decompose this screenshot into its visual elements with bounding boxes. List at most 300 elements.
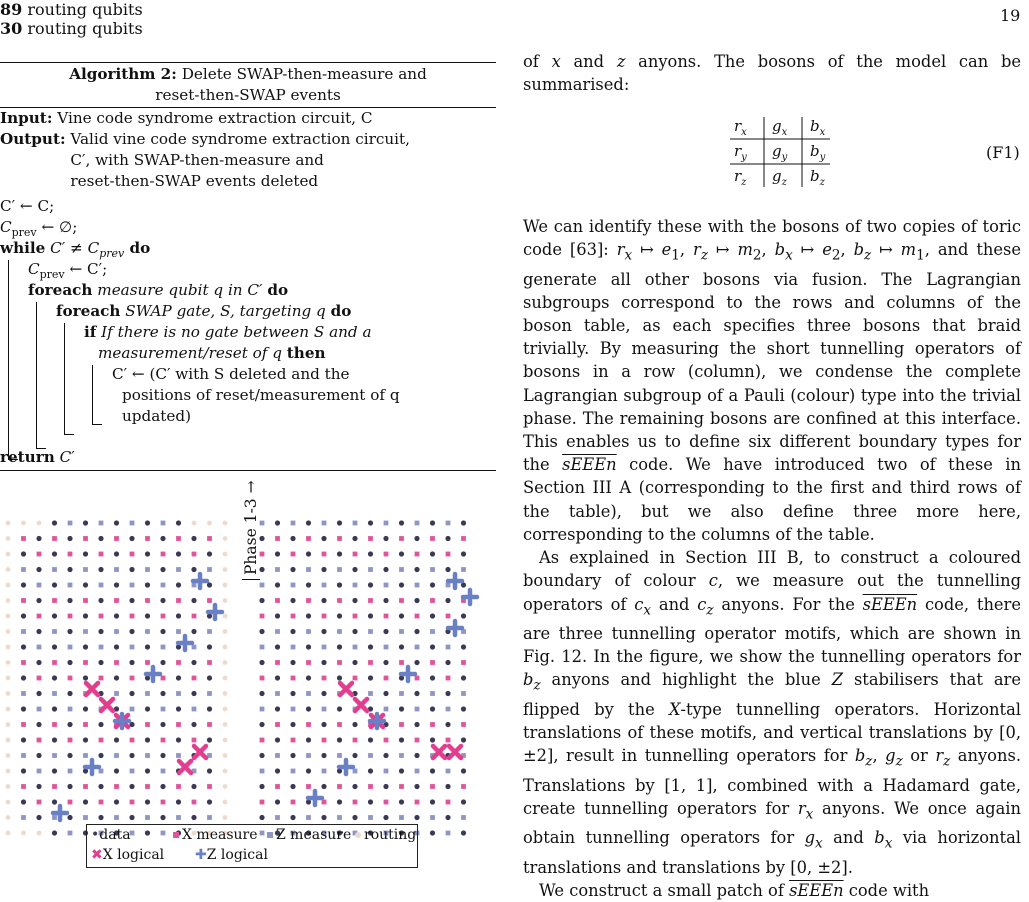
measure-qubit: [322, 614, 327, 619]
routing-qubit: [223, 753, 228, 758]
algorithm-body: [0, 192, 496, 470]
data-qubit: [98, 567, 103, 572]
measure-qubit: [291, 738, 296, 743]
measure-qubit: [430, 815, 435, 820]
data-qubit: [98, 536, 103, 541]
page-number: 19: [1000, 6, 1021, 25]
data-qubit: [290, 598, 295, 603]
algo-line: if If there is no gate between S and a: [84, 323, 372, 341]
data-qubit: [160, 691, 165, 696]
routing-qubit: [223, 722, 228, 727]
routing-qubit: [223, 707, 228, 712]
data-qubit: [321, 784, 326, 789]
measure-qubit: [337, 753, 342, 758]
measure-qubit: [337, 722, 342, 727]
data-qubit: [275, 799, 280, 804]
data-qubit: [399, 582, 404, 587]
data-qubit: [160, 629, 165, 634]
routing-qubit: [6, 567, 11, 572]
data-qubit: [383, 598, 388, 603]
measure-qubit: [161, 800, 166, 805]
data-qubit: [52, 520, 57, 525]
measure-qubit: [415, 583, 420, 588]
measure-qubit: [275, 753, 280, 758]
measure-qubit: [83, 722, 88, 727]
data-qubit: [98, 815, 103, 820]
data-qubit: [36, 691, 41, 696]
legend-x-measure: X measure: [173, 827, 258, 843]
data-qubit: [207, 582, 212, 587]
data-qubit: [176, 551, 181, 556]
data-qubit: [337, 799, 342, 804]
x-logical-mark: [433, 746, 445, 758]
data-qubit: [275, 613, 280, 618]
data-qubit: [445, 784, 450, 789]
data-qubit: [160, 598, 165, 603]
data-qubit: [176, 799, 181, 804]
data-qubit: [98, 722, 103, 727]
measure-qubit: [399, 753, 404, 758]
measure-qubit: [430, 660, 435, 665]
data-qubit: [98, 629, 103, 634]
measure-qubit: [430, 691, 435, 696]
measure-qubit: [176, 598, 181, 603]
measure-qubit: [337, 784, 342, 789]
data-qubit: [399, 737, 404, 742]
measure-qubit: [68, 583, 73, 588]
measure-qubit: [337, 815, 342, 820]
data-qubit: [352, 815, 357, 820]
data-qubit: [36, 722, 41, 727]
data-qubit: [337, 520, 342, 525]
data-qubit: [399, 706, 404, 711]
measure-qubit: [161, 738, 166, 743]
measure-qubit: [37, 800, 42, 805]
data-qubit: [352, 598, 357, 603]
data-qubit: [430, 768, 435, 773]
measure-qubit: [52, 629, 57, 634]
data-qubit: [207, 644, 212, 649]
data-qubit: [176, 737, 181, 742]
data-qubit: [275, 644, 280, 649]
measure-qubit: [446, 521, 451, 526]
data-qubit: [83, 737, 88, 742]
measure-qubit: [368, 536, 373, 541]
measure-qubit: [353, 676, 358, 681]
data-qubit: [290, 567, 295, 572]
data-qubit: [321, 567, 326, 572]
measure-qubit: [322, 800, 327, 805]
data-qubit: [275, 675, 280, 680]
measure-qubit: [130, 676, 135, 681]
measure-qubit: [145, 753, 150, 758]
data-qubit: [445, 567, 450, 572]
phase-label: Phase 1-3 →: [242, 480, 260, 580]
data-qubit: [259, 660, 264, 665]
data-qubit: [275, 551, 280, 556]
data-qubit: [52, 706, 57, 711]
measure-qubit: [99, 645, 104, 650]
legend-routing: routing: [355, 827, 416, 843]
measure-qubit: [368, 567, 373, 572]
routing-qubit: [6, 691, 11, 696]
measure-qubit: [430, 598, 435, 603]
data-qubit: [368, 768, 373, 773]
routing-qubit: [223, 691, 228, 696]
measure-qubit: [99, 676, 104, 681]
data-qubit: [207, 737, 212, 742]
data-qubit: [207, 675, 212, 680]
svg-text:bx: $b_x$: [810, 117, 826, 138]
svg-text:gy: $g_y$: [772, 142, 788, 163]
paragraph-0: of x and z anyons. The bosons of the model can be summarised:: [523, 52, 1021, 95]
data-qubit: [290, 753, 295, 758]
data-qubit: [36, 567, 41, 572]
data-qubit: [21, 582, 26, 587]
data-qubit: [461, 706, 466, 711]
routing-qubit: [192, 521, 197, 526]
data-qubit: [259, 567, 264, 572]
data-qubit: [321, 629, 326, 634]
x-measure-square-icon: [173, 832, 179, 838]
data-qubit: [114, 768, 119, 773]
block-bar: [36, 302, 46, 449]
data-qubit: [399, 644, 404, 649]
measure-qubit: [368, 691, 373, 696]
data-qubit: [114, 613, 119, 618]
legend-x-logical: ✖X logical: [91, 847, 165, 863]
measure-qubit: [207, 567, 212, 572]
measure-qubit: [145, 784, 150, 789]
measure-qubit: [114, 629, 119, 634]
data-qubit: [445, 691, 450, 696]
algo-line: return C′: [0, 448, 75, 466]
measure-qubit: [21, 598, 26, 603]
measure-qubit: [145, 598, 150, 603]
data-qubit: [430, 613, 435, 618]
routing-qubit: [223, 645, 228, 650]
measure-qubit: [99, 552, 104, 557]
x-logical-cross-icon: ✖: [91, 847, 103, 863]
algo-line: measurement/reset of q then: [98, 344, 326, 362]
measure-qubit: [52, 536, 57, 541]
routing-qubit: [223, 536, 228, 541]
data-qubit: [368, 551, 373, 556]
routing-qubit: [6, 614, 11, 619]
measure-qubit: [306, 815, 311, 820]
measure-qubit: [306, 691, 311, 696]
legend-z-measure: Z measure: [267, 827, 351, 843]
data-qubit: [383, 629, 388, 634]
routing-qubit: [223, 738, 228, 743]
data-qubit: [36, 660, 41, 665]
measure-qubit: [260, 552, 265, 557]
measure-qubit: [37, 583, 42, 588]
measure-qubit: [176, 660, 181, 665]
measure-qubit: [322, 769, 327, 774]
measure-qubit: [353, 738, 358, 743]
measure-qubit: [275, 660, 280, 665]
measure-qubit: [353, 800, 358, 805]
data-qubit: [259, 691, 264, 696]
x-logical-mark: [449, 746, 461, 758]
data-qubit: [430, 551, 435, 556]
measure-qubit: [145, 815, 150, 820]
data-qubit: [461, 644, 466, 649]
measure-qubit: [145, 536, 150, 541]
data-qubit: [21, 551, 26, 556]
measure-qubit: [260, 738, 265, 743]
data-qubit: [461, 737, 466, 742]
measure-qubit: [130, 645, 135, 650]
measure-qubit: [337, 598, 342, 603]
routing-qubit: [6, 536, 11, 541]
data-qubit: [21, 799, 26, 804]
data-qubit: [145, 582, 150, 587]
algo-line: while $C' \ne C_{prev}$ do: [0, 239, 151, 261]
measure-qubit: [291, 769, 296, 774]
measure-qubit: [306, 598, 311, 603]
data-qubit: [160, 815, 165, 820]
routing-qubit: [6, 784, 11, 789]
measure-qubit: [83, 629, 88, 634]
data-qubit: [191, 691, 196, 696]
data-qubit: [306, 768, 311, 773]
routing-qubit: [6, 645, 11, 650]
measure-qubit: [176, 536, 181, 541]
data-qubit: [67, 722, 72, 727]
data-qubit: [83, 644, 88, 649]
algo-line: foreach measure qubit q in C′ do: [28, 281, 289, 299]
data-qubit: [306, 613, 311, 618]
measure-qubit: [161, 676, 166, 681]
block-bar: [92, 365, 102, 425]
measure-qubit: [337, 567, 342, 572]
measure-qubit: [322, 552, 327, 557]
measure-qubit: [207, 784, 212, 789]
svg-text:gx: $g_x$: [772, 117, 788, 138]
data-qubit: [67, 815, 72, 820]
x-logical-mark: [194, 746, 206, 758]
routing-qubit: [6, 769, 11, 774]
data-qubit: [21, 613, 26, 618]
data-qubit: [191, 629, 196, 634]
data-qubit: [191, 660, 196, 665]
data-qubit: [414, 629, 419, 634]
data-qubit: [114, 582, 119, 587]
data-qubit: [337, 737, 342, 742]
measure-qubit: [399, 660, 404, 665]
measure-qubit: [322, 676, 327, 681]
data-qubit: [191, 536, 196, 541]
measure-qubit: [145, 567, 150, 572]
measure-qubit: [83, 815, 88, 820]
measure-qubit: [21, 753, 26, 758]
measure-qubit: [192, 707, 197, 712]
data-qubit: [321, 691, 326, 696]
measure-qubit: [192, 676, 197, 681]
data-qubit: [160, 660, 165, 665]
measure-qubit: [114, 536, 119, 541]
data-qubit: [52, 737, 57, 742]
data-qubit: [129, 567, 134, 572]
data-qubit: [337, 551, 342, 556]
data-qubit: [36, 753, 41, 758]
measure-qubit: [99, 521, 104, 526]
data-qubit: [129, 691, 134, 696]
measure-qubit: [461, 660, 466, 665]
data-qubit: [414, 660, 419, 665]
measure-qubit: [446, 583, 451, 588]
data-qubit: [259, 815, 264, 820]
data-qubit: [52, 551, 57, 556]
data-qubit: [414, 567, 419, 572]
measure-qubit: [353, 583, 358, 588]
routing-qubit: [223, 815, 228, 820]
data-qubit: [414, 536, 419, 541]
measure-qubit: [368, 598, 373, 603]
data-qubit: [36, 784, 41, 789]
data-qubit: [191, 567, 196, 572]
paragraph-1: We can identify these with the bosons of two copies of toric code [63]: $r_x$ ↦ $e_1$, $r_z$ ↦ $m_2$, $b_x$ ↦ $e_2$, $b_z$ ↦ $m_1$, and these generate all other bosons via fusion. The Lagrangian subgroups correspond to the rows and columns of the boson table, as each specifies three bosons that braid trivially. By measuring the short tunnelling operators of bosons in a row (column), we condense the complete Lagrangian subgroup of a Pauli (colour) type into the trivial phase. The remaining bosons are confined at this interface. This enables us to define six different boundary types for the sEEEn code. We have introduced two of these in Section III A (corresponding to the first and third rows of the table), but we also define three more here, corresponding to the columns of the table.: [523, 217, 1021, 544]
measure-qubit: [207, 598, 212, 603]
algorithm-output: Output: Valid vine code syndrome extraction circuit, C′, with SWAP-then-measure and reset-then-SWAP events deleted: [0, 130, 410, 190]
measure-qubit: [291, 645, 296, 650]
measure-qubit: [114, 784, 119, 789]
data-qubit: [98, 784, 103, 789]
data-qubit: [414, 691, 419, 696]
measure-qubit: [291, 583, 296, 588]
measure-qubit: [161, 614, 166, 619]
measure-qubit: [207, 815, 212, 820]
measure-qubit: [275, 722, 280, 727]
measure-qubit: [291, 676, 296, 681]
data-qubit: [321, 753, 326, 758]
data-qubit: [321, 722, 326, 727]
measure-qubit: [430, 629, 435, 634]
data-qubit: [83, 799, 88, 804]
data-qubit: [259, 784, 264, 789]
measure-qubit: [446, 800, 451, 805]
measure-qubit: [337, 536, 342, 541]
data-qubit: [114, 737, 119, 742]
measure-qubit: [207, 660, 212, 665]
data-qubit: [368, 582, 373, 587]
data-qubit: [430, 830, 435, 835]
data-qubit: [83, 706, 88, 711]
data-qubit: [290, 815, 295, 820]
right-column: [523, 50, 1021, 96]
measure-qubit: [83, 753, 88, 758]
data-qubit: [461, 551, 466, 556]
data-qubit: [145, 799, 150, 804]
measure-qubit: [399, 815, 404, 820]
measure-qubit: [399, 691, 404, 696]
measure-qubit: [306, 660, 311, 665]
measure-qubit: [275, 567, 280, 572]
data-qubit: [259, 753, 264, 758]
data-qubit: [176, 706, 181, 711]
measure-qubit: [415, 800, 420, 805]
measure-qubit: [399, 598, 404, 603]
data-qubit: [461, 520, 466, 525]
measure-qubit: [114, 598, 119, 603]
data-qubit: [83, 582, 88, 587]
data-qubit: [445, 722, 450, 727]
measure-qubit: [130, 769, 135, 774]
data-qubit: [414, 598, 419, 603]
routing-qubit: [6, 707, 11, 712]
measure-qubit: [415, 738, 420, 743]
x-logical-mark: [86, 683, 98, 695]
data-qubit: [36, 598, 41, 603]
x-logical-mark: [179, 761, 191, 773]
block-bar: [64, 323, 74, 435]
data-qubit: [352, 536, 357, 541]
measure-qubit: [99, 769, 104, 774]
data-qubit: [259, 598, 264, 603]
data-qubit: [368, 737, 373, 742]
data-qubit: [321, 536, 326, 541]
boson-table: [730, 115, 860, 195]
data-qubit: [306, 582, 311, 587]
data-qubit: [36, 815, 41, 820]
routing-qubit: [223, 521, 228, 526]
data-qubit: [430, 799, 435, 804]
data-qubit: [83, 675, 88, 680]
legend: [86, 824, 418, 868]
routing-qubit: [223, 800, 228, 805]
svg-text:rx: $r_x$: [734, 117, 747, 138]
data-qubit: [145, 768, 150, 773]
measure-qubit: [52, 815, 57, 820]
data-qubit: [207, 799, 212, 804]
data-qubit: [352, 722, 357, 727]
algo-line: $C_{prev}$ ← ∅;: [0, 218, 78, 240]
measure-qubit: [461, 567, 466, 572]
measure-qubit: [446, 552, 451, 557]
data-qubit: [83, 551, 88, 556]
algorithm-box: [0, 62, 496, 471]
data-qubit: [414, 753, 419, 758]
measure-qubit: [68, 645, 73, 650]
data-qubit: [21, 644, 26, 649]
data-qubit: [306, 551, 311, 556]
measure-qubit: [415, 769, 420, 774]
data-qubit: [129, 598, 134, 603]
measure-qubit: [83, 660, 88, 665]
routing-qubit: [223, 598, 228, 603]
algo-line: positions of reset/measurement of q: [122, 386, 400, 404]
svg-text:bz: $b_z$: [810, 167, 825, 188]
measure-qubit: [275, 629, 280, 634]
data-qubit: [36, 536, 41, 541]
algorithm-input: Input: Vine code syndrome extraction circuit, C: [0, 109, 373, 127]
data-qubit: [52, 644, 57, 649]
routing-qubit: [223, 567, 228, 572]
data-qubit: [67, 691, 72, 696]
data-qubit: [290, 660, 295, 665]
data-qubit: [306, 706, 311, 711]
measure-qubit: [461, 784, 466, 789]
data-qubit: [67, 784, 72, 789]
svg-text:by: $b_y$: [810, 142, 826, 163]
measure-qubit: [52, 784, 57, 789]
data-qubit: [430, 737, 435, 742]
data-qubit: [129, 815, 134, 820]
measure-qubit: [68, 738, 73, 743]
measure-qubit: [415, 552, 420, 557]
